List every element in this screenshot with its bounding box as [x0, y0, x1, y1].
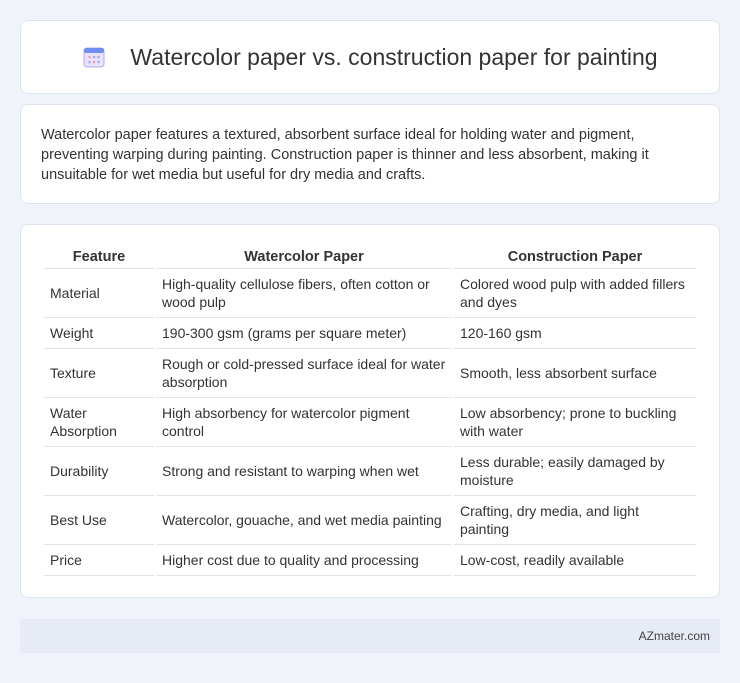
table-row — [44, 496, 696, 545]
summary-text: Watercolor paper features a textured, absorbent surface ideal for holding water and pigment, preventing warping during painting. Construction paper is thinner and less absorbent, making it unsuitable for wet media but useful for dry media and crafts. — [41, 127, 649, 183]
row-watercolor-value: Higher cost due to quality and processing — [156, 545, 452, 576]
table-row — [44, 545, 696, 576]
calendar-icon — [82, 45, 106, 69]
row-feature: Texture — [44, 349, 154, 398]
row-construction-value: Colored wood pulp with added fillers and dyes — [454, 269, 696, 318]
row-watercolor-value: High absorbency for watercolor pigment control — [156, 398, 452, 447]
row-construction-value: 120-160 gsm — [454, 318, 696, 349]
footer — [20, 619, 720, 653]
table-row — [44, 318, 696, 349]
table-row — [44, 349, 696, 398]
row-feature: Price — [44, 545, 154, 576]
row-construction-value: Smooth, less absorbent surface — [454, 349, 696, 398]
row-feature: Water Absorption — [44, 398, 154, 447]
header-feature: Feature — [44, 245, 154, 269]
table-header-row — [44, 245, 696, 269]
row-watercolor-value: Watercolor, gouache, and wet media painting — [156, 496, 452, 545]
page-title: Watercolor paper vs. construction paper for painting — [130, 43, 658, 70]
footer-brand: AZmater.com — [638, 629, 710, 643]
table-row — [44, 269, 696, 318]
summary-card — [20, 104, 720, 204]
header-construction-paper: Construction Paper — [454, 245, 696, 269]
comparison-table — [42, 245, 698, 576]
row-feature: Durability — [44, 447, 154, 496]
row-feature: Material — [44, 269, 154, 318]
row-watercolor-value: Strong and resistant to warping when wet — [156, 447, 452, 496]
row-watercolor-value: High-quality cellulose fibers, often cotton or wood pulp — [156, 269, 452, 318]
row-watercolor-value: Rough or cold-pressed surface ideal for water absorption — [156, 349, 452, 398]
header-watercolor-paper: Watercolor Paper — [156, 245, 452, 269]
row-feature: Best Use — [44, 496, 154, 545]
row-construction-value: Less durable; easily damaged by moisture — [454, 447, 696, 496]
title-card — [20, 20, 720, 94]
comparison-table-card — [20, 224, 720, 598]
row-construction-value: Low absorbency; prone to buckling with water — [454, 398, 696, 447]
row-feature: Weight — [44, 318, 154, 349]
table-row — [44, 398, 696, 447]
row-construction-value: Crafting, dry media, and light painting — [454, 496, 696, 545]
table-row — [44, 447, 696, 496]
row-watercolor-value: 190-300 gsm (grams per square meter) — [156, 318, 452, 349]
row-construction-value: Low-cost, readily available — [454, 545, 696, 576]
